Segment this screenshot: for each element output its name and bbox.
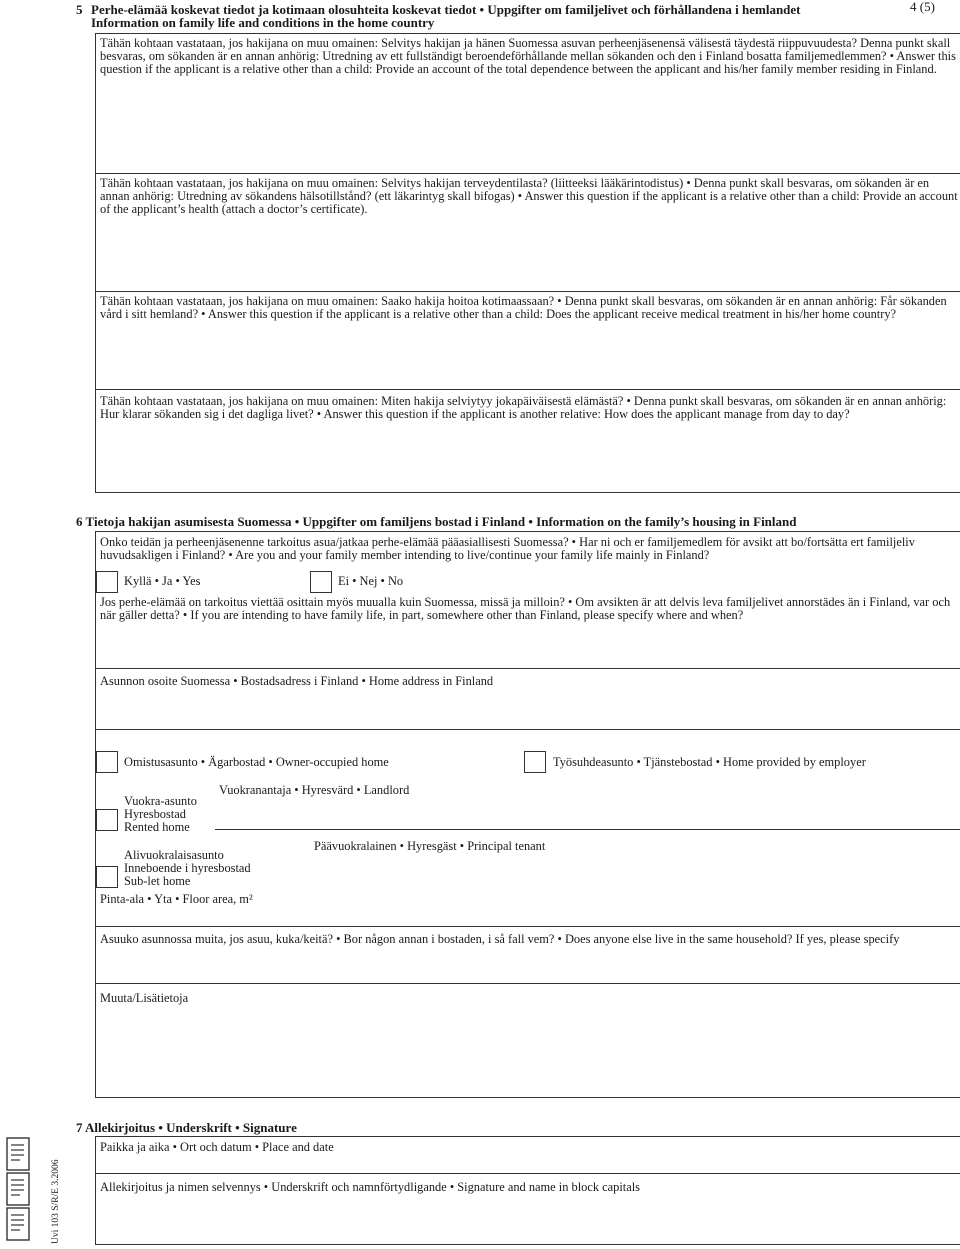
page-number: 4 (5) [910, 0, 935, 14]
divider [95, 983, 960, 984]
landlord-field[interactable] [216, 798, 958, 828]
section-6-title: 6 Tietoja hakijan asumisesta Suomessa • Uppgifter om familjens bostad i Finland • Information on the family’s housing in Finland [76, 514, 797, 529]
s5-question-daily-life: Tähän kohtaan vastataan, jos hakijana on muu omainen: Miten hakija selviytyy jokapäiväisestä elämästä? • Denna punkt skall besvaras, om sökanden är en annan anhörig: Hur klarar sökanden sig i det dagliga livet? • Answer this question if the applicant is another relative: How does the applicant manage from day to day? [100, 394, 947, 422]
section-5-number: 5 [76, 2, 83, 17]
signature-field[interactable] [96, 1196, 958, 1242]
rented-home-label-fi: Vuokra-asunto [124, 794, 197, 808]
yes-label: Kyllä • Ja • Yes [124, 574, 201, 588]
s5-answer-dependence[interactable] [96, 92, 958, 172]
s5-answer-daily-life[interactable] [96, 440, 958, 488]
s6-others-field[interactable] [96, 948, 958, 982]
s6-address-label: Asunnon osoite Suomessa • Bostadsadress i Finland • Home address in Finland [100, 674, 494, 688]
s6-other-info-field[interactable] [96, 1008, 958, 1096]
sublet-home-label-sv: Inneboende i hyresbostad [124, 861, 251, 875]
owner-occupied-checkbox[interactable] [96, 751, 118, 773]
s5-answer-health[interactable] [96, 220, 958, 290]
principal-tenant-label: Päävuokralainen • Hyresgäst • Principal tenant [314, 839, 546, 853]
s6-address-field[interactable] [96, 690, 958, 728]
sublet-home-label-fi: Alivuokralaisasunto [124, 848, 224, 862]
rented-home-label-en: Rented home [124, 820, 190, 834]
rented-home-checkbox[interactable] [96, 809, 118, 831]
s6-others-label: Asuuko asunnossa muita, jos asuu, kuka/keitä? • Bor någon annan i bostaden, i så fall vem? • Does anyone else live in the same household? If yes, please specify [100, 932, 900, 946]
s6-question-elsewhere: Jos perhe-elämää on tarkoitus viettää osittain myös muualla kuin Suomessa, missä ja milloin? • Om avsikten är att delvis leva familjelivet annorstädes än i Finland, var och när gäller detta? • If you are intending to have family life, in part, somewhere other than Finland, please specify where and when? [100, 595, 951, 623]
s5-question-treatment: Tähän kohtaan vastataan, jos hakijana on muu omainen: Saako hakija hoitoa kotimaassaan? • Denna punkt skall besvaras, om sökanden är en annan anhörig: Får sökanden vård i sitt hemland? • Answer this question if the applicant is a relative other than a child: Does the applicant receive medical treatment in his/her home country? [100, 294, 947, 322]
form-code: Uvi 103 S/R/E 3.2006 [51, 1159, 61, 1244]
form-code-container [50, 1140, 64, 1244]
s6-other-info-label: Muuta/Lisätietoja [100, 991, 189, 1005]
divider [95, 926, 960, 927]
floor-area-label: Pinta-ala • Yta • Floor area, m² [100, 892, 253, 906]
sublet-home-label-en: Sub-let home [124, 874, 191, 888]
divider [95, 389, 960, 390]
divider [95, 291, 960, 292]
sublet-home-checkbox[interactable] [96, 866, 118, 888]
divider [95, 1097, 960, 1098]
divider [95, 1244, 960, 1245]
landlord-label: Vuokranantaja • Hyresvärd • Landlord [219, 783, 410, 797]
s6-question-live-in-finland: Onko teidän ja perheenjäsenenne tarkoitus asua/jatkaa perhe-elämää pääasiallisesti Suomessa? • Har ni och er familjemedlem för avsikt att bo/fortsätta ert familjeliv huvudsakligen i Finland? • Are you and your family member intending to live/continue your family life mainly in Finland? [100, 535, 915, 563]
owner-occupied-label: Omistusasunto • Ägarbostad • Owner-occupied home [124, 755, 389, 769]
place-date-field[interactable] [96, 1156, 958, 1172]
s5-answer-treatment[interactable] [96, 338, 958, 388]
divider [95, 729, 960, 730]
divider [95, 173, 960, 174]
rented-home-label-sv: Hyresbostad [124, 807, 186, 821]
divider [95, 1136, 960, 1137]
no-checkbox[interactable] [310, 571, 332, 593]
section-7-title: 7 Allekirjoitus • Underskrift • Signature [76, 1120, 297, 1135]
yes-checkbox[interactable] [96, 571, 118, 593]
section-5-title-line1: Perhe-elämää koskevat tiedot ja kotimaan olosuhteita koskevat tiedot • Uppgifter om familjelivet och förhållandena i hemlandet [91, 2, 801, 17]
signature-label: Allekirjoitus ja nimen selvennys • Underskrift och namnförtydligande • Signature and name in block capitals [100, 1180, 640, 1194]
divider [95, 531, 960, 532]
s5-question-dependence: Tähän kohtaan vastataan, jos hakijana on muu omainen: Selvitys hakijan ja hänen Suomessa asuvan perheenjäsenensä välisestä täydestä riippuvuudesta? Denna punkt skall besvaras, om sökanden är en annan anhörig: Utredning av ett fullständigt beroendeförhållande mellan sökanden och den i Finland bosatta familjemedlemmen? • Answer this question if the applicant is a relative other than a child: Provide an account of the total dependence between the applicant and his/her family member residing in Finland. [100, 36, 956, 77]
floor-area-field[interactable] [270, 890, 470, 910]
employer-home-label: Työsuhdeasunto • Tjänstebostad • Home provided by employer [553, 755, 866, 769]
divider [215, 829, 960, 830]
section-5-title-line2: Information on family life and conditions in the home country [91, 15, 435, 30]
place-date-label: Paikka ja aika • Ort och datum • Place and date [100, 1140, 334, 1154]
employer-home-checkbox[interactable] [524, 751, 546, 773]
divider [95, 1173, 960, 1174]
document-stack-icon [4, 1136, 34, 1249]
divider [95, 668, 960, 669]
s6-answer-elsewhere[interactable] [96, 625, 958, 667]
no-label: Ei • Nej • No [338, 574, 404, 588]
s5-question-health: Tähän kohtaan vastataan, jos hakijana on muu omainen: Selvitys hakijan terveydentilasta? (liitteeksi lääkärintodistus) • Denna punkt skall besvaras, om sökanden är en annan anhörig: Utredning av sökandens hälsotillstånd? (ett läkarintyg skall bifogas) • Answer this question if the applicant is a relative other than a child: Provide an account of the applicant’s health (attach a doctor’s certificate). [100, 176, 958, 217]
